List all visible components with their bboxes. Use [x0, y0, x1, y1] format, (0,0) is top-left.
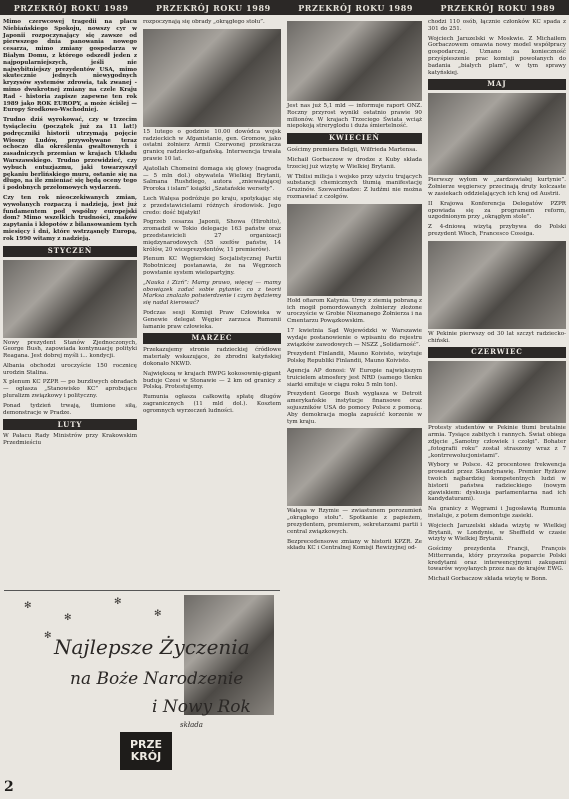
- news-item: chodzi 110 osób, łącznie członków KC spada z 301 do 251.: [428, 19, 566, 32]
- header-tab: PRZEKRÓJ ROKU 1989: [155, 2, 271, 13]
- column-3: [287, 19, 422, 555]
- news-item: Rumunia ogłasza całkowitą spłatę długów zagranicznych (11 mld dol.). Kosztem ogromnych wyrzeczeń ludności.: [143, 394, 281, 414]
- month-header-kwiecien: KWIECIEŃ: [287, 133, 422, 144]
- photo-caption: Nowy prezydent Stanów Zjednoczonych, George Bush, zapowiada kontynuację polityki Reagana. Jest dobrej myśli i... kondycji.: [3, 339, 137, 360]
- photo-caption: Jest nas już 5,1 mld — informuje raport ONZ. Roczny przyrost wynikł ostatnio prawie 90 milionów. W krajach Trzeciego Świata wciąż niepokoją streryglodu i duża śmiertelność.: [287, 103, 422, 130]
- month-header-styczen: STYCZEŃ: [3, 246, 137, 257]
- news-item: Na granicy z Węgrami i Jugosławią Rumunia instaluje, z potem demontuje zasieki.: [428, 506, 566, 519]
- news-item: W Tbilisi milicja i wojsko przy użyciu trujących substancji chemicznych tłumią manifestację Gruzinów. Szewardnadze: Z ludźmi nie można rozmawiać z czołgów.: [287, 173, 422, 200]
- photo-beijing-summit: [428, 241, 566, 329]
- page-number: 2: [4, 779, 14, 795]
- running-header: [0, 0, 569, 15]
- photo-caption: Wałęsa w Rzymie — zwiastunem porozumień „okrągłego stołu”. Spotkanie z papieżem, prezydentem, premierem, sekretarzami partii i central związkowych.: [287, 508, 422, 535]
- intro-paragraph: Mimo czerwcowej tragedii na placu Niebiańskiego Spokoju, nowszy cyr w Japonii rozpoczynający się zawsze od pierwszego dnia panowania nowego cesarza, mimo zmiany gospodarza w Białym Domu, z którego odszedł jeden z najpopularniejszych, jeśli nie najwybitniejszy prezydentów USA, mimo skutecznie jednych niewygodnych kryzysów systemów zdrowia, tak zwanej - mimo dwukrotnej zmiany na czele Kraju Rad - historia zapisze zapewne ten rok 1989 jako ROK EUROPY, a może ściślej — Europy Środkowo-Wschodniej.: [3, 19, 137, 114]
- photo-caption: Pierwszy wyłom w „zardzewiałej kurtynie”. Żołnierze węgierscy przecinają druty kolczaste w zasiekach oddzielających ich kraj od Austrii.: [428, 177, 566, 197]
- photo-bush: [3, 260, 137, 338]
- month-header-czerwiec: CZERWIEC: [428, 347, 566, 358]
- przekroj-logo: PRZE KRÓJ: [120, 732, 172, 770]
- snowflake-icon: ✻: [44, 631, 52, 641]
- news-item: Prezydent Finlandii, Mauno Koivisto, wizytuje Polskę Republiki Finlandii, Mauno Koivisto.: [287, 351, 422, 365]
- photo-walesa-rome: [287, 428, 422, 506]
- news-item: Bezprecedensowe zmiany w historii KPZR. Ze składu KC i Centralnej Komisji Rewizyjnej od-: [287, 538, 422, 552]
- news-item: „Nauka i Zizń”: Mamy prawo, więcej — mamy obowiązek zadać sobie pytanie: co z teorii Marksa znalazło potwierdzenie i czym będziemy się nadal kierować?: [143, 279, 281, 307]
- month-header-marzec: MARZEC: [143, 333, 281, 344]
- news-item: W Pałacu Rady Ministrów przy Krakowskim Przedmieściu: [3, 433, 137, 447]
- news-item: Michaił Gorbaczow w drodze z Kuby składa trzeciej już wizytę w Wielkiej Brytanii.: [287, 156, 422, 170]
- news-item: Agencja AP donosi: W Europie największym truicielem atmosfery jest NRD (samego tlenku siarki emituje w ciągu roku 5 mln ton).: [287, 367, 422, 388]
- column-1: [3, 19, 137, 450]
- column-4: [428, 19, 566, 586]
- greeting-signed: składa: [180, 721, 203, 729]
- news-item: 17 kwietnia Sąd Wojewódzki w Warszawie wydaje postanowienie o wpisaniu do rejestru związków zawodowych — NSZZ „Solidarność”.: [287, 327, 422, 348]
- news-item: Ponad tydzień trwają, tłumione siłą, demonstracje w Pradze.: [3, 402, 137, 416]
- news-item: Z 4-dniową wizytą przybywa do Polski prezydent Włoch, Francesco Cossiga.: [428, 224, 566, 237]
- photo-tanks: [428, 361, 566, 423]
- news-item: X plenum KC PZPR — po burzliwych obradach — ogłasza „Stanowisko KC” aprobujące pluralizm związkowy i polityczny.: [3, 379, 137, 400]
- news-item: Prezydent George Bush wygłasza w Detroit amerykańskie instytucje finansowe oraz sojuszników USA do pomocy Polsce z pomocą. Aby demokracja mogła zapuścić korzenie w tym kraju.: [287, 391, 422, 425]
- photo-iron-curtain: [428, 93, 566, 175]
- photo-caption: Protesty studentów w Pekinie tłumi brutalnie armia. Tysiące zabitych i rannych. Świat obiega zdjęcie „Samotny człowiek i czołgi”. Bohater „fotografii roku” został straszony wraz z 7 „kontrrewolucjonistami”.: [428, 425, 566, 459]
- news-item: Wojciech Jaruzelski składa wizytę w Wielkiej Brytanii, w Londynie, w Sheffield w czasie wizyty w Wielkiej Brytanii.: [428, 522, 566, 543]
- photo-afghanistan: [143, 29, 281, 127]
- news-item: Gościmy prezydenta Francji, François Mitterranda, który przyrzeka poparcie Polski kredytami oraz interwencyjnymi zakupami towarów wysyłanych przez nas do krajów EWG.: [428, 546, 566, 573]
- news-item: Pogrzeb cesarza Japonii, Showa (Hirohito), zromadził w Tokio delegacje 163 państw oraz przedstawicieli 27 organizacji międzynarodowych (55 szefów państw, 14 królów, 20 wiceprezydentów, 11 premierów).: [143, 219, 281, 253]
- photo-caption: 15 lutego o godzinie 10.00 dowódca wojsk radzieckich w Afganistanie, gen. Gromow, jako ostatni żołnierz Armii Czerwonej przekracza granicę radziecko-afgańską. Interwencja trwała prawie 10 lat.: [143, 128, 281, 162]
- news-item: Największą w krajach RWPG kokosownię-gigant buduje Czesi w Stonawie — 2 km od granicy z Polską. Protestujemy.: [143, 370, 281, 391]
- news-item: Wojciech Jaruzelski w Moskwie. Z Michaiłem Gorbaczowem omawia nowy model współpracy gospodarczej. Uznano za konieczność przyśpieszenie prac komisji powołanych do badania „białych plam”, w tym sprawy katyńskiej.: [428, 35, 566, 76]
- header-tab: PRZEKRÓJ ROKU 1989: [440, 2, 556, 13]
- news-item: Ajatollah Chomeini domaga się głowy (nagroda — 5 mln dol.) obywatela Wielkiej Brytanii, Salmana Rushdiego, autora „znieważającej Proroka i islam” książki „Szatańskie wersety”.: [143, 165, 281, 193]
- news-item: Podczas sesji Komisji Praw Człowieka w Genewie delegat Węgier zarzuca Rumunii łamanie praw człowieka.: [143, 309, 281, 330]
- greeting-line-1: Najlepsze Życzenia: [54, 635, 250, 659]
- photo-katyn: [287, 204, 422, 296]
- column-2: [143, 19, 281, 417]
- photo-caption: W Pekinie pierwszy od 30 lat szczyt radziecko-chiński.: [428, 330, 566, 344]
- snowflake-icon: ✻: [154, 609, 162, 619]
- month-header-maj: MAJ: [428, 79, 566, 90]
- news-item: Albania obchodzi uroczyście 150 rocznicę urodzin Stalina.: [3, 362, 137, 376]
- news-item: Gościmy premiera Belgii, Wilfrieda Martensa.: [287, 147, 418, 154]
- news-item: Michaił Gorbaczow składa wizytę w Bonn.: [428, 576, 548, 583]
- holiday-greeting: [4, 590, 280, 790]
- greeting-line-3: i Nowy Rok: [152, 697, 251, 717]
- news-item: Przekazujemy stronie radzieckiej ćródłowe materiały wskazujące, że zbrodni katyńskiej dokonało NKWD.: [143, 347, 281, 367]
- paragraph: Trudno dziś wyrokować, czy w trzecim tysiącleciu (początek już za 11 lat!) podręczniki historii utrzymają pojęcie Wiosny Ludów, przywoływane teraz ochoczo dla określenia gwałtownych i zasadniczych przemian w krajach Układu Warszawskiego. Trudno przewidzieć, czy wybuch entuzjazmu, jaki towarzyszył pękaniu berlińskiego muru, ostanie się na długo, na ile zmieniać się będą oceny tego i podobnych przełomowych wydarzeń.: [3, 117, 137, 192]
- photo-population: [287, 21, 422, 101]
- news-item: rozpoczynają się obrady „okrągłego stołu”.: [143, 19, 265, 25]
- greeting-line-2: na Boże Narodzenie: [70, 669, 244, 689]
- news-item: Plenum KC Węgierskiej Socjalistycznej Partii Robotniczej postanawia, że na Węgrzech powstanie system wielopartyjny.: [143, 256, 281, 276]
- news-item: Wybory w Polsce. 42 procentowe frekwencja prowadzi przez Skandynawię. Premier Ryżkow twoich najbardziej kompetentnych ludzi w historii państwa radzieckiego (nowym zjawiskiem: dyskusja parlamentarna nad ich kandydaturami).: [428, 462, 566, 503]
- month-header-luty: LUTY: [3, 419, 137, 430]
- news-item: II Krajowa Konferencja Delegatów PZPR opowiada się za programem reform, uzgodnionym przy „okrągłym stole”.: [428, 200, 566, 221]
- snowflake-icon: ✻: [114, 597, 122, 607]
- header-tab: PRZEKRÓJ ROKU 1989: [298, 2, 414, 13]
- snowflake-icon: ✻: [24, 601, 32, 611]
- paragraph: Czy ten rok nieoczekiwanych zmian, wywołanych rozpaczą i nadzieją, jest już fundamentem pod wspólny europejski dom? Mimo wszelkich trudności, znaków zapytania i kłopotów z bilansowaniem tych miesięcy i dni, które wstrząsnęły Europą, rok 1990 witamy z nadzieją.: [3, 194, 137, 242]
- news-item: Lech Wałęsa podróżuje po kraju, spotykając się z przedstawicielami różnych środowisk. Jego credo: dość bijatyki!: [143, 195, 281, 216]
- header-tab: PRZEKRÓJ ROKU 1989: [13, 2, 129, 13]
- photo-caption: Hołd ofiarom Katynia. Urny z ziemią pobraną z ich mogił pomordowanych żołnierzy złożone uroczyście w Grobie Nieznanego Żołnierza i na Cmentarzu Powązkowskim.: [287, 297, 422, 325]
- snowflake-icon: ✻: [64, 613, 72, 623]
